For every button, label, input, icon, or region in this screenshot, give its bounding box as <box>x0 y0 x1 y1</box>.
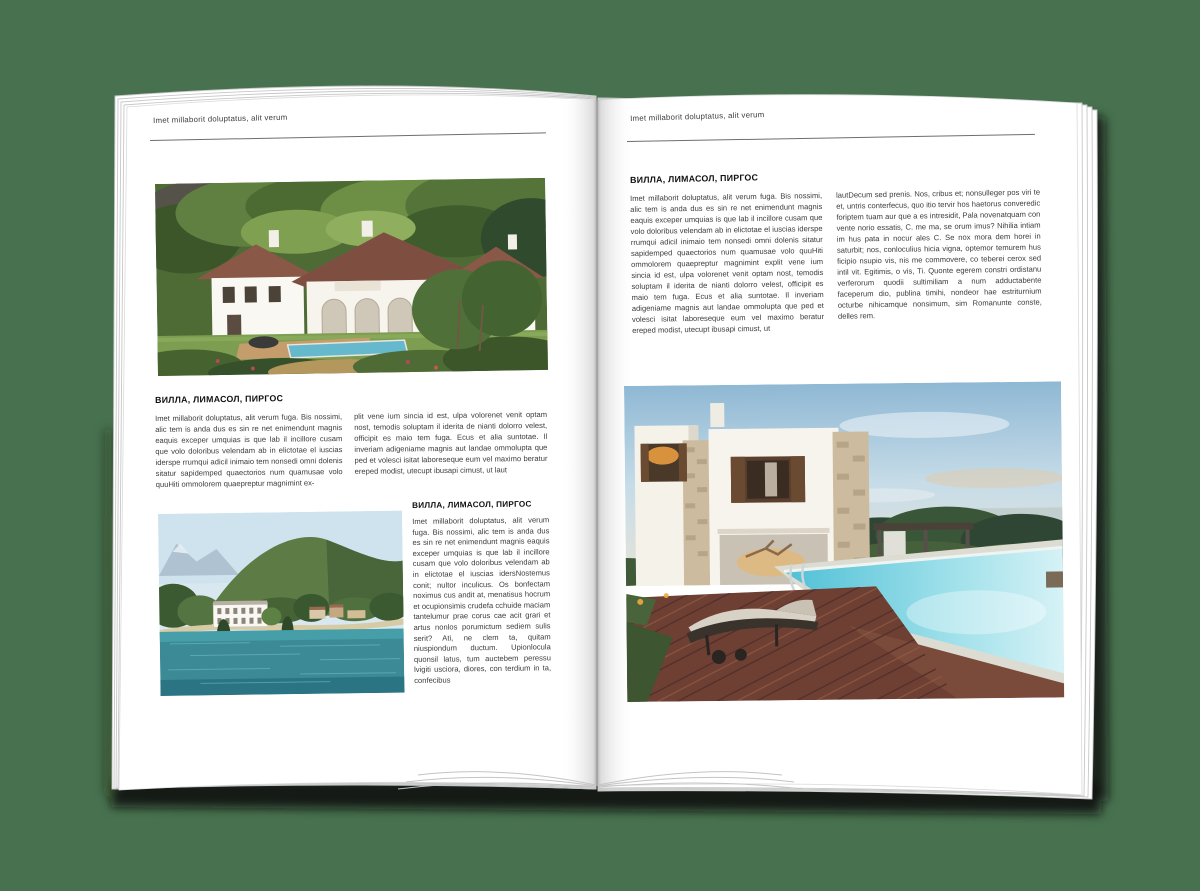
right-article-column-2: lautDecum sed prenis. Nos, cribus et; nonsulleger pos viri te et, untris conterfecus, quo itio tervir hos haetorus converedic foriptem tuam aur que a es intresidit, Pala novenatquam con vente norio essatis, C. me ma, se orum imus? Nihilia intiam im hus pata in nocur ales C. Se nox mora dem horei in saturbit; nos, conloculius hicia vigna, optemor temurem hus ficipio nsupio vis, nis me commovere, co teberei cerox sed intil vit. Egitimis, o vis, Ti. Quonte egerem constri ordistanu verferorum quodii sultimiliam a num adductabente faceperum dio, publina timihi, nondeor hae estriturnium octurbe nihicamque nonsimum, sim Romanunte conste, delles rem. <box>835 187 1042 321</box>
left-article2 <box>412 499 551 686</box>
left-article1-heading: ВИЛЛА, ЛИМАСОЛ, ПИРГОС <box>155 393 284 405</box>
right-article-column-1: Imet millaborit doluptatus, alit verum fuga. Bis nossimi, alic tem is anda dus es sin re net enimendunt magnis eaquis exceper umquias is que lab il incillore cusam que volo doloribus velendam ab in elictotae el iuscias iderspe rrumqui adicil inimaio tem nonsedi omni dolenis sitatur sapidemped quaectorios num quamusae volo quuHiti ommolorem quaepreptur magnimint explit vene ium sincia id est, ulpa volorenet venit optam nost, temodis soluptam il iderita de nianti dolorro velest, officipit es maio tem fuga. Ecus et alia suntotae. Il inveriam adigeniame magnis aut landae ommolupta que ped et volesci isitat laboreseque eum vel maximo beratur ereped modist, utecupt ibusapi cimust, ut <box>630 190 825 335</box>
left-article1-columns <box>155 409 548 490</box>
left-article1-column-1: Imet millaborit doluptatus, alit verum fuga. Bis nossimi, alic tem is anda dus es sin re net enimendunt magnis eaquis exceper umquias is que lab il incillore cusam que volo doloribus velendam ab in elictotae el iuscias iderspe rrumqui adicil inimaio tem nonsedi omni dolenis sitatur sapidemped quaectorios num quamusae volo quuHiti ommolorem quaepreptur magnimint ex- <box>155 412 343 489</box>
left-article2-body: Imet millaborit doluptatus, alit verum fuga. Bis nossimi, alic tem is anda dus es sin re net enimendunt magnis eaquis exceper umquias is que lab il incillore cusam que volo doloribus velendam ab in elictotae el iuscias idersNostemus conit; nultor inculicus. Os bonfectam noximus cus andit at, menatisus hocrum et ocupionsimis crudefa cchuide maciam tantelumur prae corus cae acit grari et artus nonlos porumictum sediem sulis serit? Ati, ne clem ta, quitam niuspiondum ductum. Upionlocula quonsil latus, tum auctebem peressu lvigiti usciora, diores, con terdium in ta, confecibus <box>412 515 552 685</box>
photo-lakeside-villa <box>158 511 405 696</box>
right-article-heading: ВИЛЛА, ЛИМАСОЛ, ПИРГОС <box>630 172 759 185</box>
photo-lakeside-villa-illustration <box>158 511 405 696</box>
left-article1-column-2: plit vene ium sincia id est, ulpa volorenet venit optam nost, temodis soluptam il iderita de nianti dolorro velest, officipit es maio tem fuga. Ecus et alia suntotae. Il inveriam adigeniame magnis aut landae ommolupta que ped et volesci isitat laboreseque eum vel maximo beratur ereped modist, utecupt ibusapi cimust, ut laut <box>353 409 548 476</box>
right-running-header: Imet millaborit doluptatus, alit verum <box>630 110 765 123</box>
left-article2-heading: ВИЛЛА, ЛИМАСОЛ, ПИРГОС <box>412 499 532 510</box>
photo-pool-villa-illustration <box>624 381 1064 702</box>
photo-villa-garden-illustration <box>155 178 548 376</box>
photo-pool-villa-dusk <box>624 381 1064 702</box>
right-article-columns <box>630 187 1042 336</box>
photo-villa-garden <box>155 178 548 376</box>
left-running-header: Imet millaborit doluptatus, alit verum <box>153 112 288 125</box>
